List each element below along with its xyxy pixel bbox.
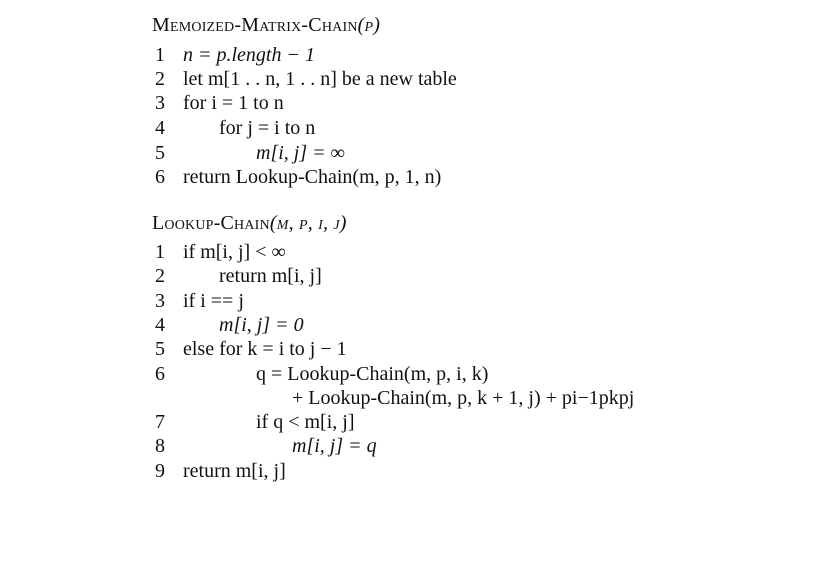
- line-number: 8: [155, 435, 165, 457]
- line-number: 3: [155, 290, 165, 312]
- line-number: 7: [155, 411, 165, 433]
- line-number: 5: [155, 142, 165, 164]
- line-number: 6: [155, 166, 165, 188]
- lookup-procedure-args: (m, p, i, j): [269, 212, 347, 234]
- code-text: for i = 1 to n: [183, 92, 284, 114]
- line-number: 4: [155, 117, 165, 139]
- memoized-procedure-name: Memoized-Matrix-Chain: [152, 14, 358, 36]
- line-number: 2: [155, 68, 165, 90]
- code-text: return Lookup-Chain(m, p, 1, n): [183, 166, 442, 188]
- memoized-procedure-args: (p): [357, 14, 381, 36]
- line-number: 6: [155, 363, 165, 385]
- code-text: if i == j: [183, 290, 244, 312]
- line-number: 1: [155, 44, 165, 66]
- memoized-procedure-title: [152, 14, 380, 37]
- code-text: m[i, j] = q: [292, 435, 377, 457]
- code-text: n = p.length − 1: [183, 44, 315, 66]
- code-text: q = Lookup-Chain(m, p, i, k): [256, 363, 489, 385]
- line-number: 4: [155, 314, 165, 336]
- code-text: + Lookup-Chain(m, p, k + 1, j) + pi−1pkpj: [292, 387, 635, 409]
- code-text: if m[i, j] < ∞: [183, 241, 286, 263]
- code-text: m[i, j] = ∞: [256, 142, 345, 164]
- line-number: 2: [155, 265, 165, 287]
- code-text: if q < m[i, j]: [256, 411, 355, 433]
- line-number: 1: [155, 241, 165, 263]
- lookup-procedure-title: [152, 212, 347, 235]
- code-text: else for k = i to j − 1: [183, 338, 347, 360]
- lookup-procedure-name: Lookup-Chain: [152, 212, 270, 234]
- line-number: 9: [155, 460, 165, 482]
- line-number: 5: [155, 338, 165, 360]
- code-text: let m[1 . . n, 1 . . n] be a new table: [183, 68, 457, 90]
- code-text: for j = i to n: [219, 117, 316, 139]
- line-number: 3: [155, 92, 165, 114]
- code-text: m[i, j] = 0: [219, 314, 304, 336]
- code-text: return m[i, j]: [183, 460, 286, 482]
- code-text: return m[i, j]: [219, 265, 322, 287]
